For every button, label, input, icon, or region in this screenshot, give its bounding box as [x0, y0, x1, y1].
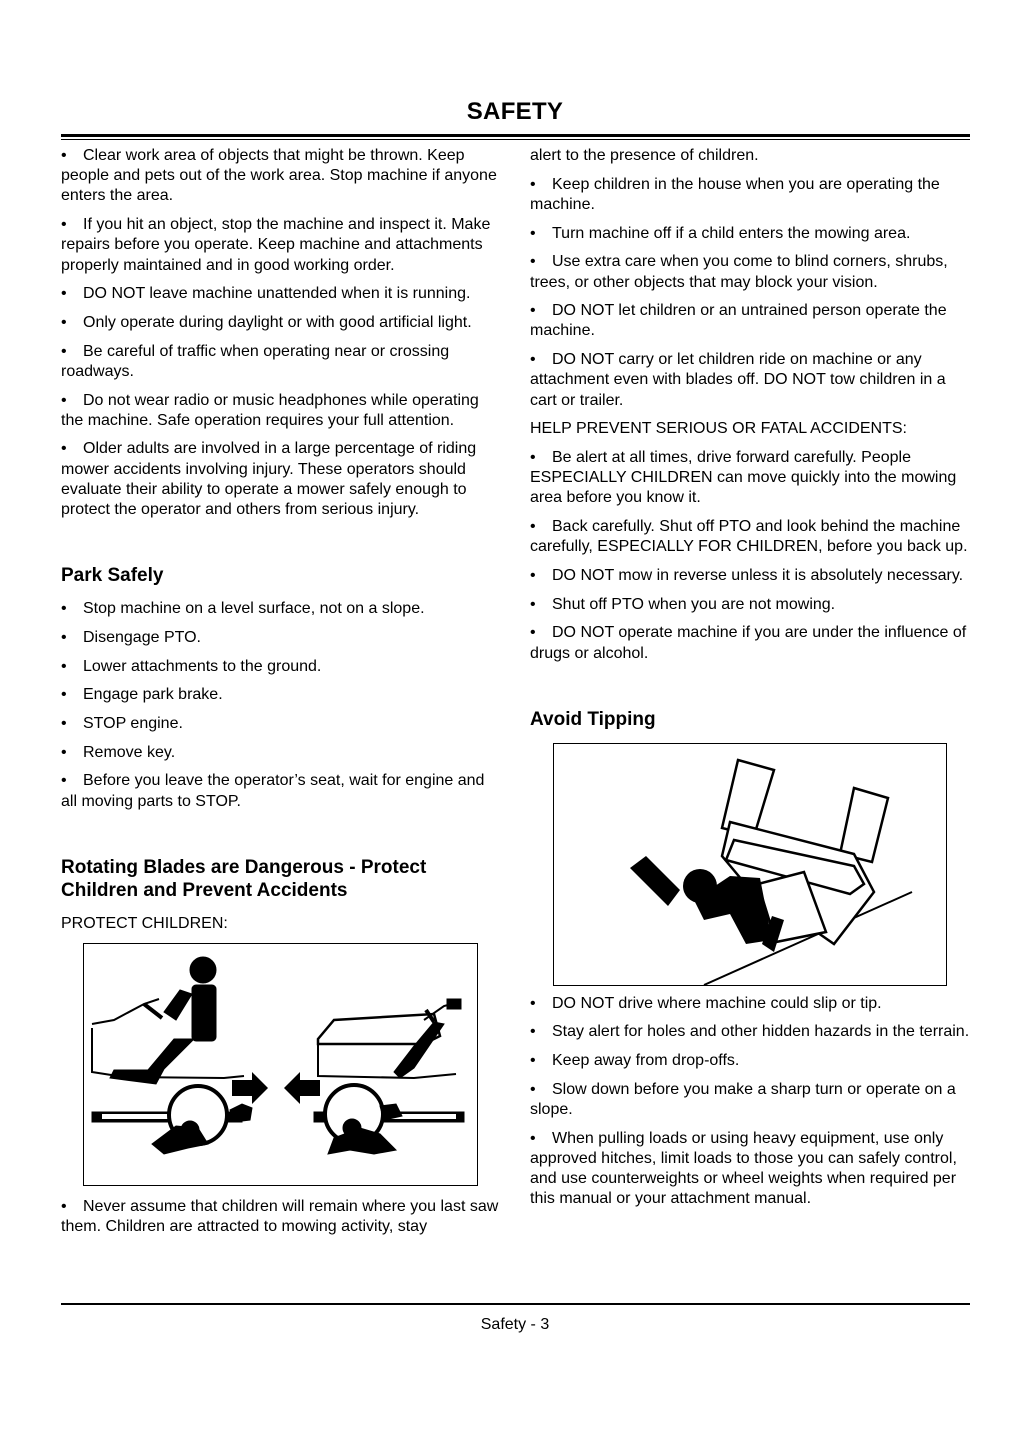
left-column [61, 146, 501, 1245]
list-item: • Slow down before you make a sharp turn or operate on a slope. [530, 1080, 956, 1119]
bullet-mark: • [61, 715, 67, 733]
list-item: • Engage park brake. [61, 685, 501, 705]
list-item: • Back carefully. Shut off PTO and look behind the machine carefully, ESPECIALLY FOR CHILDREN, before you back up. [530, 518, 968, 556]
list-item: • When pulling loads or using heavy equipment, use only approved hitches, limit loads to those you can safely control, and use counterweights or wheel weights when required per this manual or your attachment manual. [530, 1129, 957, 1208]
list-item: • DO NOT drive where machine could slip or tip. [530, 994, 975, 1014]
help-prevent-label: HELP PREVENT SERIOUS OR FATAL ACCIDENTS: [530, 420, 907, 438]
continuation-text: alert to the presence of children. [530, 147, 759, 164]
bullet-mark: • [61, 440, 67, 458]
list-item: • Use extra care when you come to blind corners, shrubs, trees, or other objects that may block your vision. [530, 253, 948, 291]
arrow-left-icon [284, 1072, 320, 1104]
mower-reverse-figure [314, 999, 464, 1154]
bullet-mark: • [530, 518, 536, 536]
list-item: • Before you leave the operator’s seat, wait for engine and all moving parts to STOP. [61, 772, 485, 810]
list-item: • Be alert at all times, drive forward carefully. People ESPECIALLY CHILDREN can move quickly into the mowing area before you know it. [530, 448, 957, 507]
bullet-mark: • [61, 686, 67, 704]
tipping-safety-list [530, 994, 975, 1210]
bullet-mark: • [530, 1052, 536, 1070]
bullet-mark: • [530, 1080, 536, 1098]
accident-prevention-list [530, 448, 975, 664]
bullet-mark: • [530, 624, 536, 642]
list-item: • Turn machine off if a child enters the mowing area. [530, 224, 975, 244]
bullet-mark: • [530, 1129, 536, 1147]
bullet-mark: • [61, 628, 67, 646]
bullet-mark: • [530, 175, 536, 193]
list-item: • Never assume that children will remain where you last saw them. Children are attracted to mowing activity, stay [61, 1197, 499, 1235]
list-item: • DO NOT mow in reverse unless it is absolutely necessary. [530, 566, 975, 586]
bullet-mark: • [530, 448, 536, 466]
bullet-mark: • [530, 1023, 536, 1041]
bullet-mark: • [61, 216, 67, 234]
list-item: • If you hit an object, stop the machine and inspect it. Make repairs before you operate. Keep machine and attachments properly maintained and in good working order. [61, 216, 491, 274]
bullet-mark: • [61, 743, 67, 761]
right-column [530, 146, 975, 1218]
footer-rule [61, 1303, 970, 1305]
bullet-mark: • [530, 302, 536, 320]
bullet-mark: • [61, 600, 67, 618]
list-item: • Lower attachments to the ground. [61, 657, 501, 677]
header-rule-thin [61, 139, 970, 140]
bullet-mark: • [530, 351, 536, 369]
list-item: • Do not wear radio or music headphones while operating the machine. Safe operation requires your full attention. [61, 391, 479, 429]
list-item: • Shut off PTO when you are not mowing. [530, 595, 975, 615]
avoid-tipping-heading: Avoid Tipping [530, 708, 656, 730]
list-item: • DO NOT operate machine if you are under the influence of drugs or alcohol. [530, 624, 967, 662]
page-number: Safety - 3 [480, 1316, 550, 1333]
list-item: • Stop machine on a level surface, not on a slope. [61, 599, 501, 619]
list-item: • Disengage PTO. [61, 628, 501, 648]
mower-forward-figure [92, 957, 252, 1154]
list-item: • Clear work area of objects that might be thrown. Keep people and pets out of the work area. Stop machine if anyone enters the area. [61, 147, 497, 205]
general-safety-list [61, 146, 501, 520]
rotating-blades-heading: Rotating Blades are Dangerous - Protect Children and Prevent Accidents [61, 856, 427, 901]
children-safety-list [530, 175, 975, 411]
bullet-mark: • [61, 657, 67, 675]
bullet-mark: • [530, 224, 536, 242]
list-item: • Keep away from drop-offs. [530, 1051, 975, 1071]
page-title: SAFETY [466, 98, 564, 125]
list-item: • DO NOT let children or an untrained person operate the machine. [530, 302, 947, 340]
bullet-mark: • [61, 285, 67, 303]
list-item: • Keep children in the house when you are operating the machine. [530, 175, 940, 213]
list-item: • STOP engine. [61, 714, 501, 734]
protect-children-label: PROTECT CHILDREN: [61, 914, 228, 932]
bullet-mark: • [530, 566, 536, 584]
park-safely-list [61, 599, 501, 812]
bullet-mark: • [530, 595, 536, 613]
list-item: • DO NOT carry or let children ride on machine or any attachment even with blades off. DO NOT tow children in a cart or trailer. [530, 351, 946, 409]
bullet-mark: • [61, 342, 67, 360]
bullet-mark: • [61, 772, 67, 790]
list-item: • Stay alert for holes and other hidden hazards in the terrain. [530, 1022, 975, 1042]
bullet-mark: • [61, 391, 67, 409]
bullet-mark: • [61, 1197, 67, 1215]
protect-children-illustration [83, 943, 478, 1186]
list-item: • Older adults are involved in a large percentage of riding mower accidents involving injury. These operators should evaluate their ability to operate a mower safely enough to protect the operator and others from serious injury. [61, 440, 477, 519]
header-rule-thick [61, 134, 970, 137]
park-safely-heading: Park Safely [61, 565, 164, 587]
list-item: • Remove key. [61, 743, 501, 763]
bullet-mark: • [530, 253, 536, 271]
bullet-mark: • [530, 994, 536, 1012]
list-item: • DO NOT leave machine unattended when it is running. [61, 284, 501, 304]
list-item: • Be careful of traffic when operating near or crossing roadways. [61, 342, 450, 380]
list-item: • Only operate during daylight or with good artificial light. [61, 313, 501, 333]
bullet-mark: • [61, 313, 67, 331]
avoid-tipping-illustration [553, 743, 947, 986]
bullet-mark: • [61, 147, 67, 164]
